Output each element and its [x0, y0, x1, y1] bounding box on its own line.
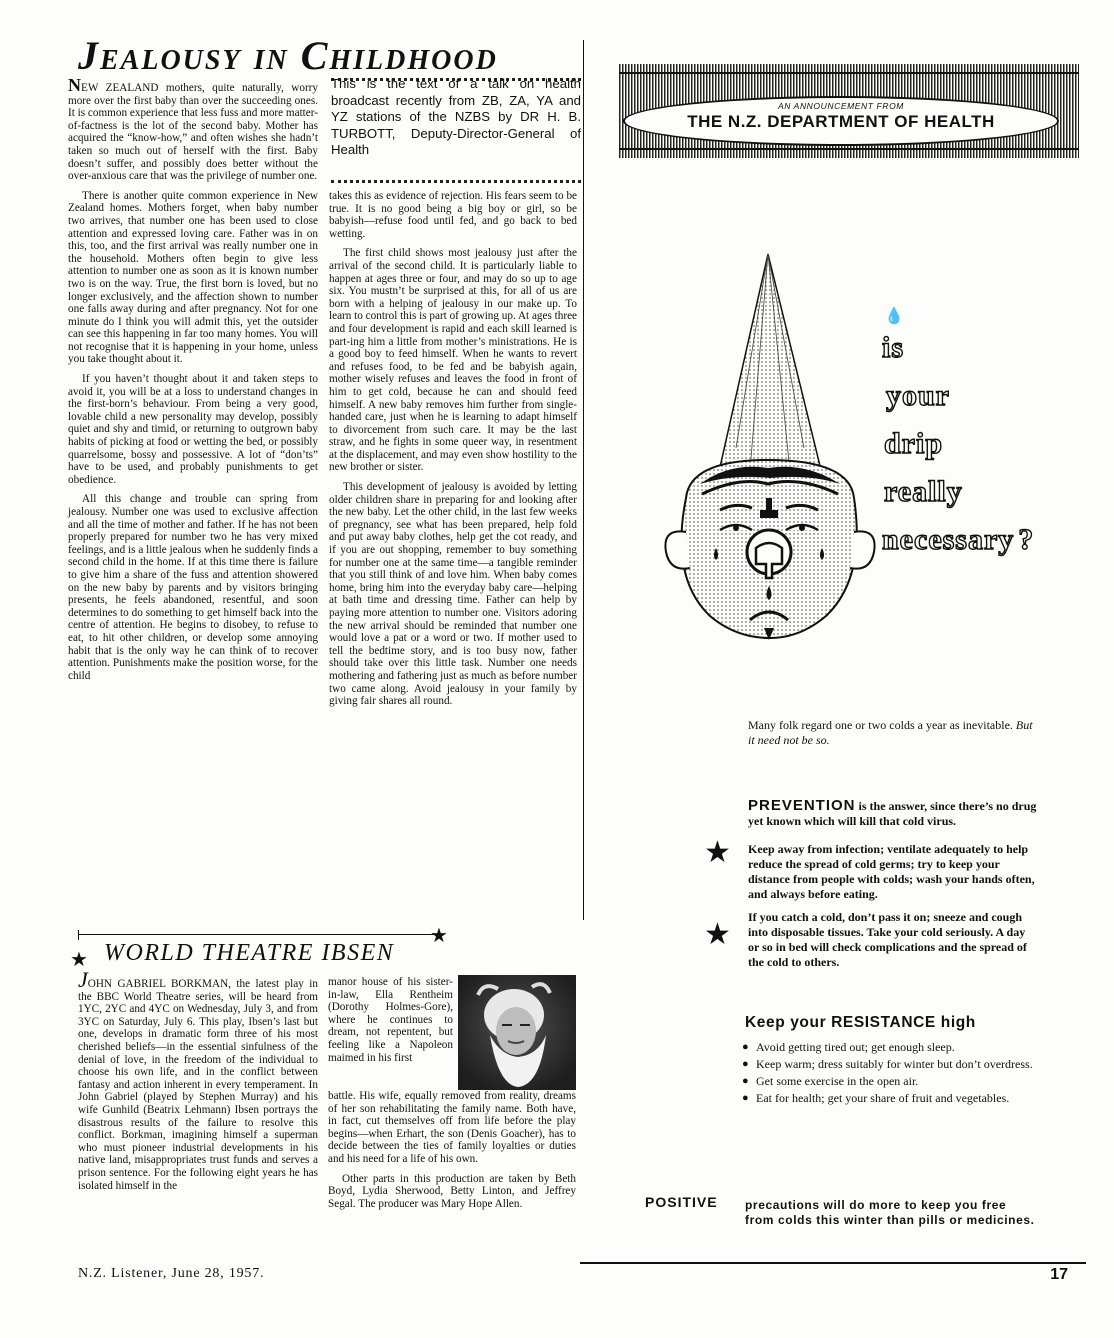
theatre-column-1 [78, 967, 318, 1192]
prevention-tip-1: Keep away from infection; ventilate adequately to help reduce the spread of cold germs; try to keep your distance from people with colds; wash your hands often, and always before eating. [748, 842, 1035, 901]
article-title: Jealousy in Childhood [78, 33, 498, 78]
resistance-item: Eat for health; get your share of fruit and vegetables. [756, 1091, 1010, 1105]
list-item [742, 1074, 1038, 1089]
article-para-5: takes this as evidence of rejection. His fears seem to be true. It is no good being a big boy or girl, so be babyish—refuse food until fed, and go back to bed wetting. [329, 190, 577, 240]
slogan-question: ? [1018, 523, 1035, 556]
resistance-heading: Keep your RESISTANCE high [745, 1014, 976, 1031]
star-icon: ★ [704, 835, 731, 870]
drop-icon: 💧 [884, 308, 904, 325]
theatre-rule [78, 934, 438, 935]
article-para-4: All this change and trouble can spring from jealousy. Number one was used to exclusive affection and all the time of mother and father. If he has not been properly prepared for number two he has very mixed feelings, and is a little jealous when he suddenly finds a second child in the home. If at this time there is failure to give him a share of the fuss and attention showered on the new baby by parents and by visitors bringing presents, he feels abandoned, resentful, and soon determines to do something to get himself back into the centre of attention. He begins to disobey, to refuse to eat, to hit other children, or develop some annoying habit that is the only way he can think of to recover attention. Punishments make the position worse, for the child [68, 493, 318, 682]
ad-intro-text: Many folk regard one or two colds a year as inevitable. [748, 718, 1013, 732]
theatre-text-1: OHN GABRIEL BORKMAN, the latest play in the BBC World Theatre series, will be heard from 1YC, 2YC and 4YC on Wednesday, July 3, and from 3YC on Saturday, July 6. This play, Ibsen’s last but one, develops in dramatic form three of his most cherished beliefs—in the essential sinfulness of the denial of love, in the freedom of the individual to choose his own life, and in the conflict between fantasy and action inherent in every temperament. In John Gabriel (played by Stephen Murray) and his wife Gunhild (Beatrix Lehmann) Ibsen portrays the disastrous results of the failure to resolve this conflict. Borkman, imagining himself a superman who must pioneer industrial developments in his native land, misappropriates trust funds and serves a prison sentence. For the following eight years he has isolated himself in the [78, 978, 318, 1192]
announcement-oval [623, 96, 1059, 146]
department-name: THE N.Z. DEPARTMENT OF HEALTH [687, 112, 995, 131]
star-icon: ★ [70, 947, 88, 971]
article-para-1: EW ZEALAND mothers, quite naturally, worry more over the first baby than over the succeeding ones. It is common experience that less fuss and more matter-of-factness is the lot of the second baby. Mother has acquired the “know-how,” and often wishes she hadn’t taken so much out of herself with the first. Baby doesn’t suffer, and possibly does better without the over-anxious care that was the privilege of number one. [68, 82, 318, 183]
article-column-1 [68, 75, 318, 682]
resistance-item: Get some exercise in the open air. [756, 1074, 919, 1088]
issue-footer: N.Z. Listener, June 28, 1957. [78, 1266, 265, 1281]
resistance-item: Avoid getting tired out; get enough sleep. [756, 1040, 955, 1054]
broadcast-note: This is the text of a talk on health broadcast recently from ZB, ZA, YA and YZ stations of the NZBS by DR H. B. TURBOTT, Deputy-Director-General of Health [331, 76, 581, 158]
theatre-column-2b [328, 1090, 576, 1210]
ad-intro-italic: But it need not be so. [748, 718, 1033, 747]
prevention-heading: PREVENTION [748, 797, 856, 814]
theatre-column-2a: manor house of his sister-in-law, Ella Rentheim (Dorothy Holmes-Gore), where he continues to dream, not repentent, but feeling like a Napoleon maimed in his first [328, 976, 453, 1064]
article-para-7: This development of jealousy is avoided by letting older children share in preparing for and looking after the new baby. Let the other child, in the last few weeks of pregnancy, see what has been prepared, help fold and put away baby clothes, help get the cot ready, and if you are out shopping, remember to buy something for number one at the same time—a tangible reminder that you still think of and love him. When baby comes home, bring him into the everyday baby care—helping at bath time and dressing time. Father can help by paying more attention to number one. Visitors adoring the new arrival should be reminded that number one would love a pat or a word or two. If mother used to tell the bedtime story, and is too busy now, father should take over this little task. Number one needs mothering and fathering just as much as before number two came along. Avoid jealousy in your family by giving fair shares all round. [329, 481, 577, 708]
slogan-word-5: necessary [882, 523, 1015, 556]
article-para-6: The first child shows most jealousy just after the arrival of the second child. It is particularly liable to happen at ages three or four, and may do so up to age six. You mustn’t be surprised at this, for all of us are born with a helping of jealousy in our make up. To learn to control this is part of growing up. At ages three and four development is rapid and each skill learned is part-ing him a little from mother’s ministrations. He is a good boy to feed himself. When he wants to revert and refuses food, to be fed and be babyish again, mother wisely refuses and leaves the food in front of him to get cold, because he can and should feed himself. A new baby removes him further from single-handed care, just when he is learning to adapt himself to divorcement from such care. It may be the last straw, and he fights in some queer way, in resentment at the displacement, and may even show hostility to the new brother or sister. [329, 247, 577, 474]
page-number: 17 [1050, 1266, 1068, 1283]
announcement-label: AN ANNOUNCEMENT FROM [778, 101, 904, 111]
resistance-item: Keep warm; dress suitably for winter but don’t overdress. [756, 1057, 1033, 1071]
column-rule [583, 40, 584, 920]
theatre-heading: WORLD THEATRE IBSEN [104, 940, 395, 966]
positive-word: POSITIVE [645, 1194, 718, 1210]
ad-intro [748, 718, 1038, 748]
list-item [742, 1040, 1038, 1055]
theatre-text-2b: battle. His wife, equally removed from reality, dreams of her son rehabilitating the family name. Both have, in fact, cut themselves off from life before the play begins—when Erhart, the son (Denis Goacher), has to decide between the ties of family loyalties or duties and his need for a life of his own. [328, 1090, 576, 1165]
sidebar-bottom-rule [331, 180, 581, 183]
drop-cap: N [68, 75, 81, 95]
article-para-3: If you haven’t thought about it and taken steps to avoid it, you will be at a loss to understand changes in the first-born’s behaviour. From being a very good, lovable child a new personality may develop, possibly quiet and shy and timid, or returning to outgrown baby habits of picking at food or wetting the bed, or possibly quarrelsome, bossy and possessive. A lot of “don’ts” have to be used, and probably punishments to get obedience. [68, 373, 318, 486]
footer-rule [580, 1262, 1086, 1264]
prevention-tip-2: If you catch a cold, don’t pass it on; sneeze and cough into disposable tissues. Take your cold seriously. A day or so in bed will check complications and the spread of the cold to others. [748, 910, 1027, 969]
bullet-icon: ● [742, 1092, 749, 1104]
slogan-word-2: your [886, 379, 950, 412]
star-icon: ★ [704, 917, 731, 952]
drip-slogan [882, 310, 1034, 564]
slogan-word-3: drip [884, 427, 944, 460]
list-item [742, 1057, 1038, 1072]
article-column-2 [329, 190, 577, 708]
prevention-text: is the answer, since there’s no drug yet known which will kill that cold virus. [748, 799, 1037, 828]
resistance-list [742, 1040, 1038, 1106]
prevention-block [748, 798, 1038, 829]
positive-text: precautions will do more to keep you free from colds this winter than pills or medicines. [745, 1198, 1035, 1227]
bullet-icon: ● [742, 1058, 749, 1070]
bullet-icon: ● [742, 1041, 749, 1053]
article-para-2: There is another quite common experience in New Zealand homes. Mothers forget, when baby number two arrives, that number one has been used to close attention and expressed loving care. Father was in on this, too, and the first arrival was really number one in the household. Mothers often begin to give less attention to number one as soon as it is known number two is on the way. True, the first born is loved, but no longer exclusively, and the affection shown to number one falls away during and after pregnancy. Not for one minute do I think you will admit this, yet the outsider can see this happening in far too many homes. You will not recognise that it is happening in your home, unless you take thought about it. [68, 189, 318, 366]
drip-face-illustration [640, 248, 900, 668]
bullet-icon: ● [742, 1075, 749, 1087]
theatre-rule-tick [78, 930, 79, 940]
theatre-text-2c: Other parts in this production are taken by Beth Boyd, Lydia Sherwood, Betty Linton, and Jeffrey Segal. The producer was Mary Hope Allen. [328, 1172, 576, 1210]
list-item [742, 1091, 1038, 1106]
ibsen-portrait [458, 975, 576, 1090]
star-icon: ★ [430, 923, 448, 947]
slogan-word-4: really [884, 475, 963, 508]
slogan-word-1: is [882, 331, 905, 364]
theatre-drop-cap: J [78, 967, 88, 992]
